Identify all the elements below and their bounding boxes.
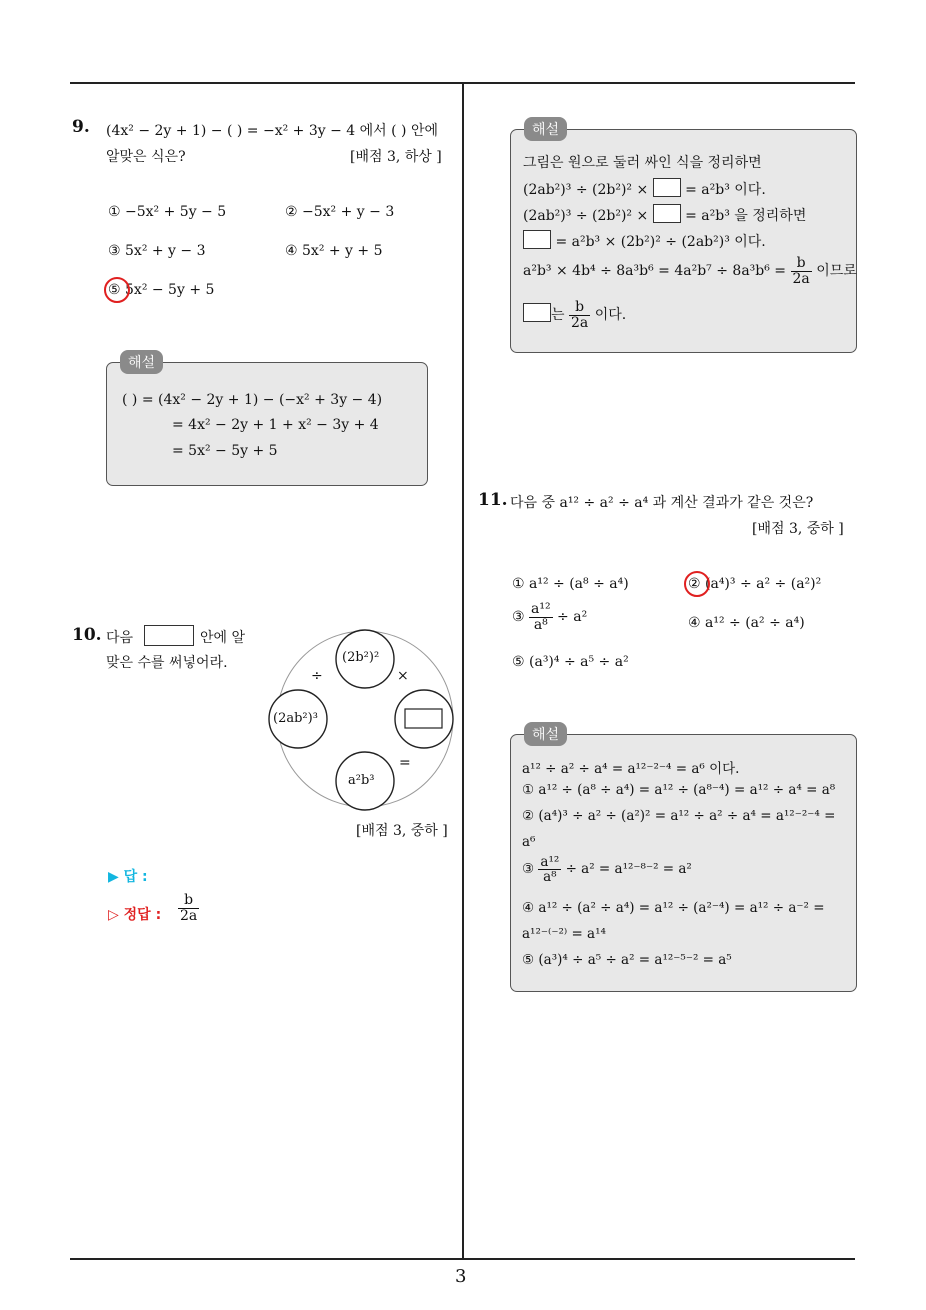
- q10-correct-fraction: $\frac{b}{2a}$: [180, 892, 198, 924]
- q11-sol-line4: a⁶: [522, 834, 536, 850]
- q11-sol-line6: ④ a¹² ÷ (a² ÷ a⁴) = a¹² ÷ (a²⁻⁴) = a¹² ÷ a⁻² =: [522, 900, 825, 916]
- diagram-left-label: (2ab²)³: [273, 711, 318, 726]
- q9-score: [배점 3, 하상 ]: [350, 149, 442, 165]
- q10-sol-line6: 는 $\frac{b}{2a}$ 이다.: [523, 300, 626, 330]
- q10-text-line2: 맞은 수를 써넣어라.: [106, 655, 228, 671]
- q10-text-line1a: 다음: [106, 630, 134, 646]
- q9-solution-line3: = 5x² − 5y + 5: [172, 443, 278, 459]
- q9-option-2[interactable]: ② −5x² + y − 3: [285, 204, 395, 220]
- q10-correct-label: ▷ 정답 :: [108, 907, 162, 923]
- q11-sol-line7: a¹²⁻⁽⁻²⁾ = a¹⁴: [522, 926, 606, 942]
- q11-solution-tag: 해설: [524, 722, 567, 746]
- q11-sol-line5: ③ $\frac{\text{a¹²}}{\text{a⁸}}$ ÷ a² = a¹²⁻⁸⁻² = a²: [522, 854, 692, 886]
- q9-option-1[interactable]: ① −5x² + 5y − 5: [108, 204, 227, 220]
- q10-text-line1b: 안에 알: [200, 630, 246, 646]
- q11-sol-line2: ① a¹² ÷ (a⁸ ÷ a⁴) = a¹² ÷ (a⁸⁻⁴) = a¹² ÷ a⁴ = a⁸: [522, 782, 836, 798]
- bottom-rule: [70, 1258, 855, 1260]
- q11-option-2[interactable]: ② (a⁴)³ ÷ a² ÷ (a²)²: [688, 576, 822, 592]
- q10-score: [배점 3, 중하 ]: [356, 823, 448, 839]
- diagram-bottom-label: a²b³: [348, 773, 375, 788]
- q10-solution-tag: 해설: [524, 117, 567, 141]
- blank-box: [653, 178, 681, 197]
- q11-sol-line3: ② (a⁴)³ ÷ a² ÷ (a²)² = a¹² ÷ a² ÷ a⁴ = a¹²⁻²⁻⁴ =: [522, 808, 836, 824]
- q11-option-5[interactable]: ⑤ (a³)⁴ ÷ a⁵ ÷ a²: [512, 654, 629, 670]
- q11-answer-circle: [684, 571, 710, 597]
- blank-box: [523, 230, 551, 249]
- blank-box: [653, 204, 681, 223]
- q11-option-4[interactable]: ④ a¹² ÷ (a² ÷ a⁴): [688, 615, 805, 631]
- q9-answer-circle: [104, 277, 130, 303]
- page-number: 3: [455, 1266, 467, 1287]
- q11-text-line1: 다음 중 a¹² ÷ a² ÷ a⁴ 과 계산 결과가 같은 것은?: [510, 495, 814, 511]
- q9-text-line1: (4x² − 2y + 1) − ( ) = −x² + 3y − 4 에서 ( ) 안에: [106, 123, 439, 139]
- q9-solution-tag: 해설: [120, 350, 163, 374]
- q11-option-1[interactable]: ① a¹² ÷ (a⁸ ÷ a⁴): [512, 576, 629, 592]
- q9-option-3[interactable]: ③ 5x² + y − 3: [108, 243, 206, 259]
- q9-option-4[interactable]: ④ 5x² + y + 5: [285, 243, 383, 259]
- q10-sol-line3: (2ab²)³ ÷ (2b²)² × = a²b³ 을 정리하면: [523, 204, 806, 225]
- q11-sol-line8: ⑤ (a³)⁴ ÷ a⁵ ÷ a² = a¹²⁻⁵⁻² = a⁵: [522, 952, 732, 968]
- q11-option-3[interactable]: ③ $\frac{\text{a¹²}}{\text{a⁸}}$ ÷ a²: [512, 601, 588, 633]
- q9-option-5[interactable]: ⑤ 5x² − 5y + 5: [108, 282, 215, 298]
- q9-number: 9.: [72, 117, 90, 137]
- q9-solution-line1: ( ) = (4x² − 2y + 1) − (−x² + 3y − 4): [122, 392, 383, 408]
- diagram-top-label: (2b²)²: [342, 650, 380, 665]
- q11-score: [배점 3, 중하 ]: [752, 521, 844, 537]
- q11-sol-line1: a¹² ÷ a² ÷ a⁴ = a¹²⁻²⁻⁴ = a⁶ 이다.: [522, 761, 740, 777]
- q9-solution-line2: = 4x² − 2y + 1 + x² − 3y + 4: [172, 417, 379, 433]
- diagram-mul-sign: ×: [397, 668, 409, 684]
- q10-number: 10.: [72, 625, 102, 645]
- q10-answer-label: ▶ 답 :: [108, 869, 148, 885]
- q9-text-line2: 알맞은 식은?: [106, 149, 186, 165]
- q10-sol-line2: (2ab²)³ ÷ (2b²)² × = a²b³ 이다.: [523, 178, 766, 199]
- diagram-div-sign: ÷: [311, 668, 323, 684]
- q10-sol-line5: a²b³ × 4b⁴ ÷ 8a³b⁶ = 4a²b⁷ ÷ 8a³b⁶ = $\frac{b}{2a}$ 이므로: [523, 255, 857, 287]
- blank-box: [523, 303, 551, 322]
- q10-sol-line4: = a²b³ × (2b²)² ÷ (2ab²)³ 이다.: [523, 230, 766, 251]
- diagram-eq-sign: =: [399, 755, 411, 771]
- q11-number: 11.: [478, 490, 508, 510]
- q10-blank-box[interactable]: [144, 625, 194, 646]
- diagram-blank-box: [405, 709, 442, 728]
- q10-sol-line1: 그림은 원으로 둘러 싸인 식을 정리하면: [523, 155, 762, 171]
